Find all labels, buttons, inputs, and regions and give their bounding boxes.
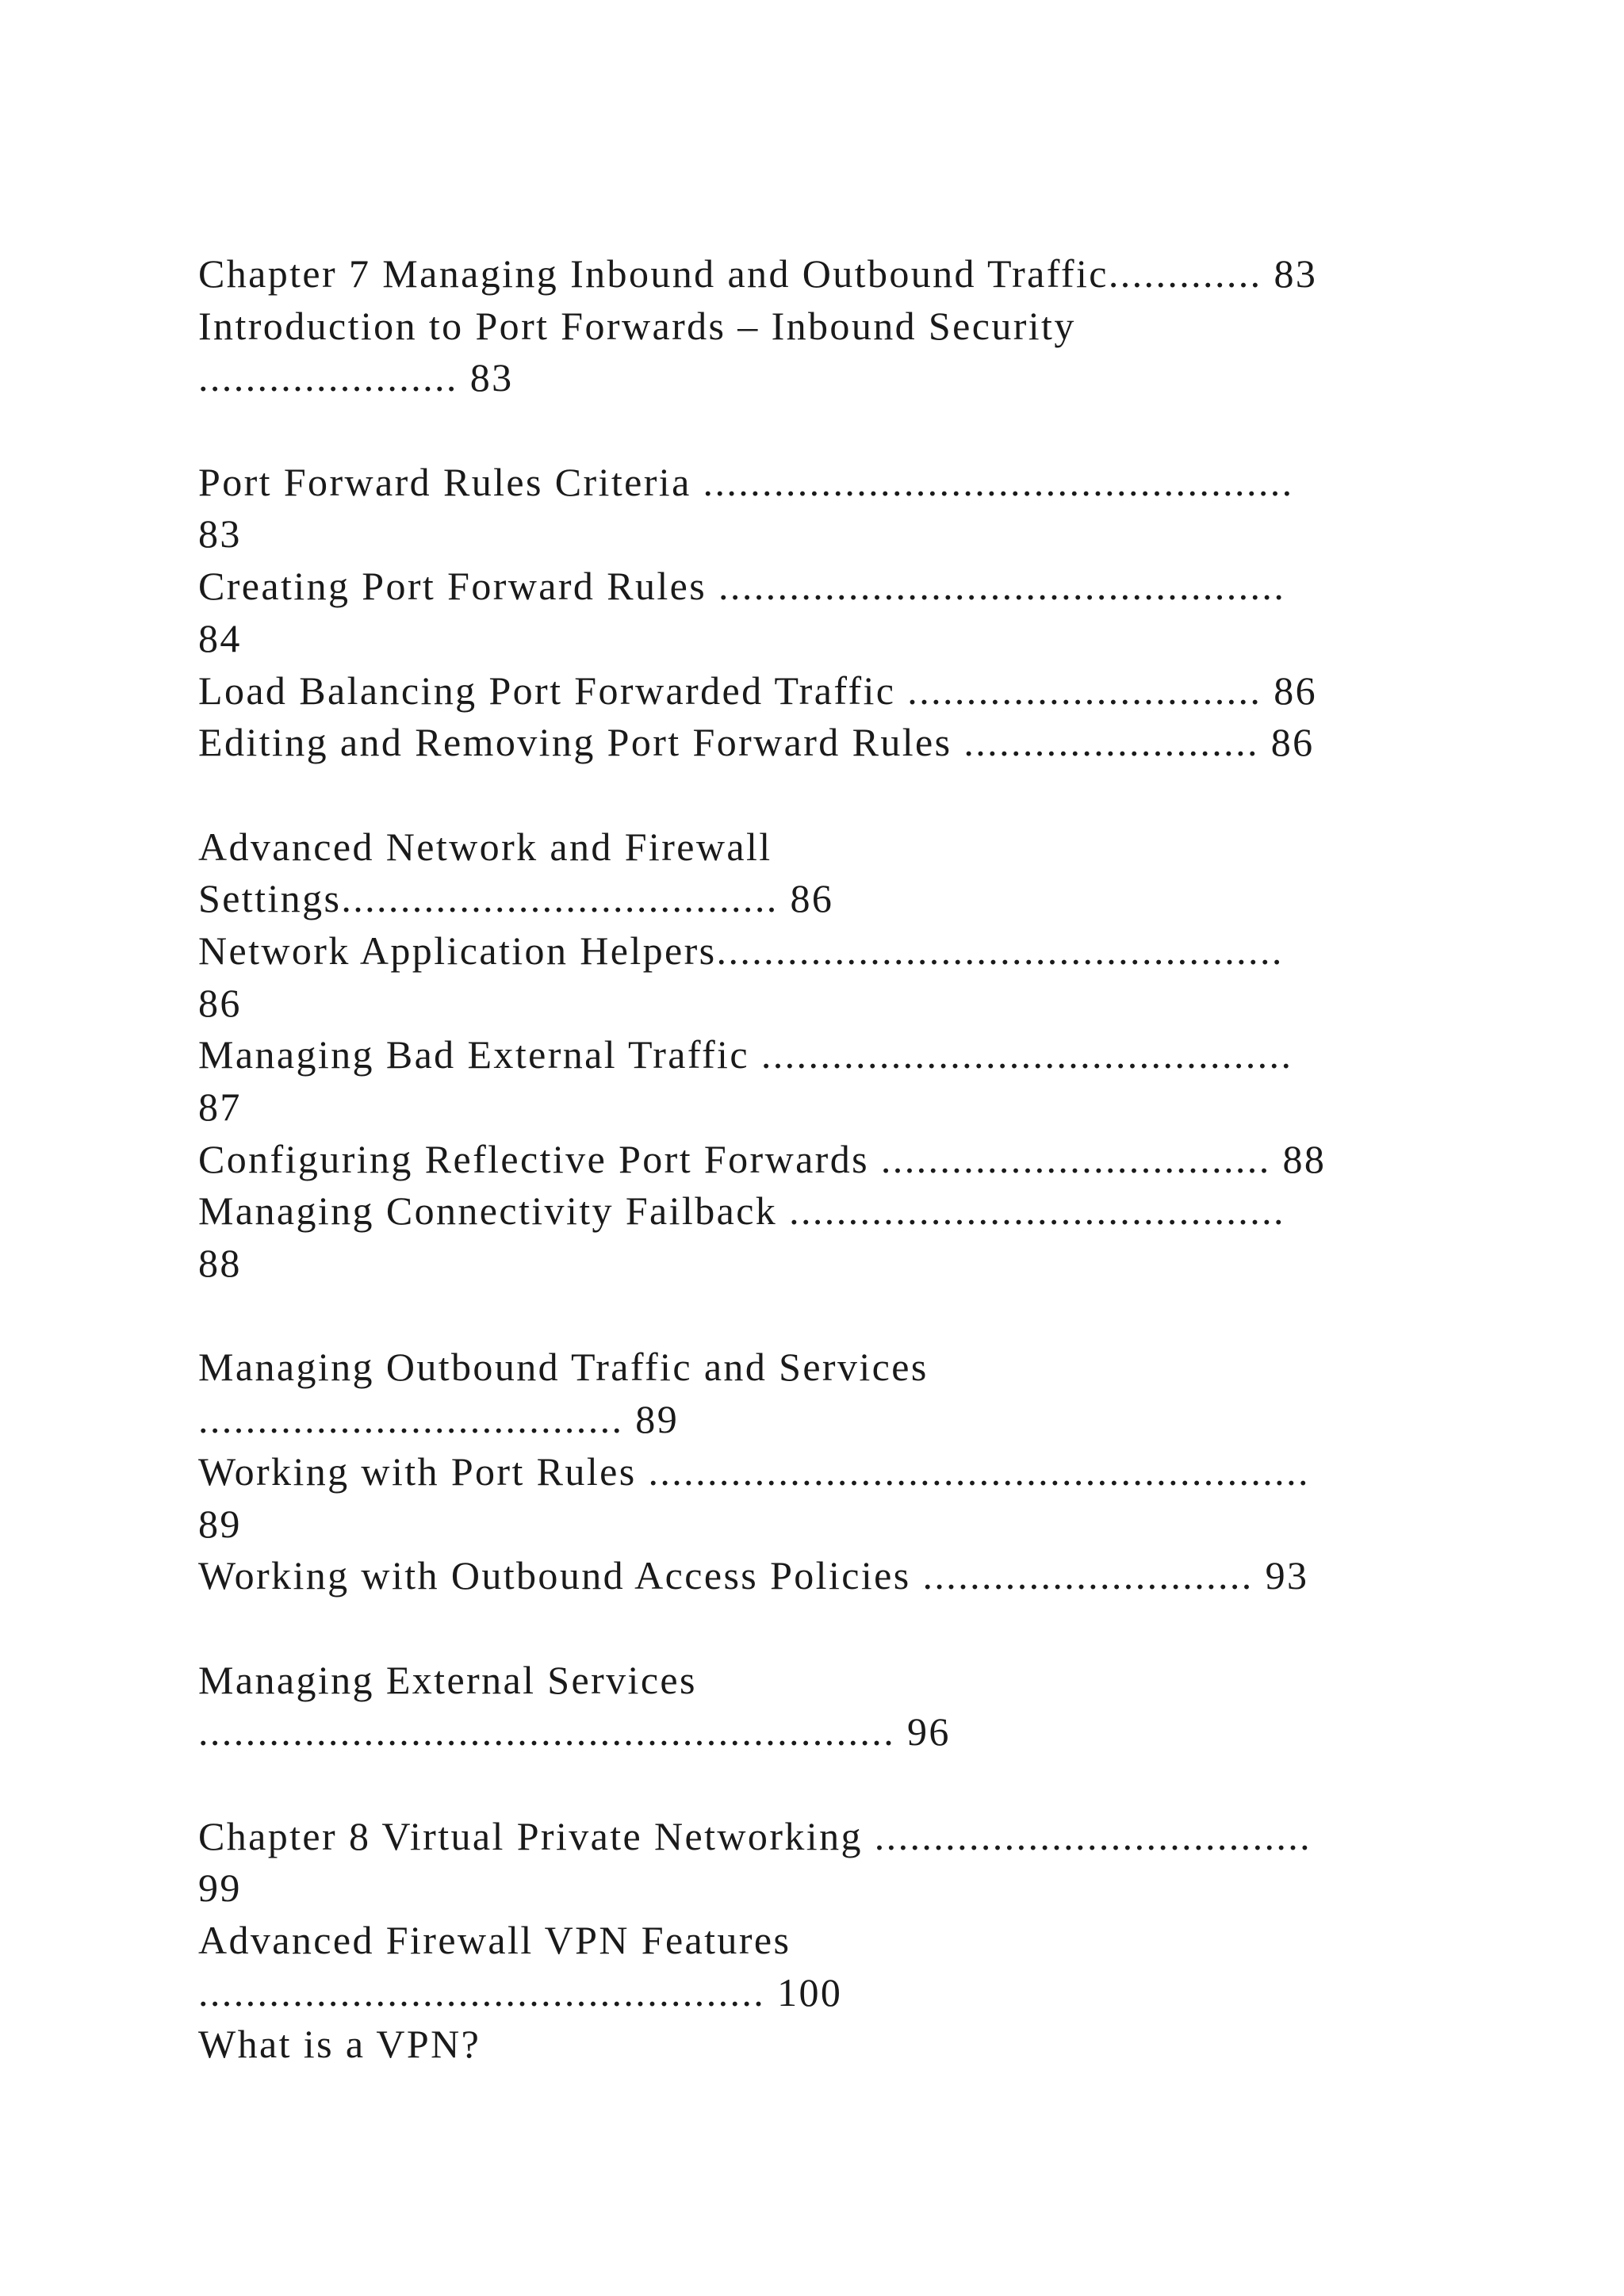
toc-line: 99 (198, 1866, 242, 1911)
toc-line: ...................... 83 (198, 355, 514, 400)
toc-line: 87 (198, 1085, 242, 1129)
toc-line: 83 (198, 511, 242, 557)
toc-line: 84 (198, 615, 242, 660)
toc-line: Chapter 8 Virtual Private Networking ..................................... (198, 1813, 1312, 1858)
toc-line: ........................................................... 96 (198, 1709, 951, 1755)
toc-line: What is a VPN? (198, 2022, 481, 2067)
toc-blank-line (198, 1602, 1546, 1655)
toc-line: Managing Outbound Traffic and Services (198, 1345, 929, 1390)
toc-line: Working with Port Rules ........................................................ (198, 1448, 1310, 1494)
toc-line: ................................................ 100 (198, 1969, 843, 2015)
table-of-contents (198, 248, 1546, 2071)
toc-blank-line (198, 1758, 1546, 1811)
toc-line: 86 (198, 980, 242, 1025)
toc-line: Managing External Services (198, 1657, 697, 1702)
toc-line: Port Forward Rules Criteria .................................................. (198, 459, 1294, 504)
toc-line: Advanced Network and Firewall (198, 824, 772, 869)
toc-line: Managing Bad External Traffic ............................................. (198, 1032, 1293, 1077)
toc-line: Creating Port Forward Rules ................................................ (198, 564, 1286, 609)
toc-line: 88 (198, 1241, 242, 1286)
toc-line: Working with Outbound Access Policies ............................ 93 (198, 1553, 1309, 1598)
toc-line: Configuring Reflective Port Forwards ................................. 88 (198, 1136, 1327, 1181)
toc-line: Settings..................................... 86 (198, 876, 834, 921)
toc-line: Chapter 7 Managing Inbound and Outbound Traffic............. 83 (198, 251, 1318, 296)
toc-line: Managing Connectivity Failback .......................................... (198, 1188, 1285, 1234)
toc-line: Load Balancing Port Forwarded Traffic .............................. 86 (198, 668, 1318, 713)
toc-line: Network Application Helpers................................................ (198, 928, 1284, 973)
toc-line: .................................... 89 (198, 1397, 680, 1442)
toc-line: Introduction to Port Forwards – Inbound Security (198, 303, 1076, 348)
toc-line: 89 (198, 1501, 242, 1546)
toc-line: Advanced Firewall VPN Features (198, 1918, 791, 1962)
toc-line: Editing and Removing Port Forward Rules ......................... 86 (198, 720, 1315, 765)
toc-blank-line (198, 769, 1546, 821)
toc-blank-line (198, 1290, 1546, 1342)
toc-blank-line (198, 404, 1546, 457)
